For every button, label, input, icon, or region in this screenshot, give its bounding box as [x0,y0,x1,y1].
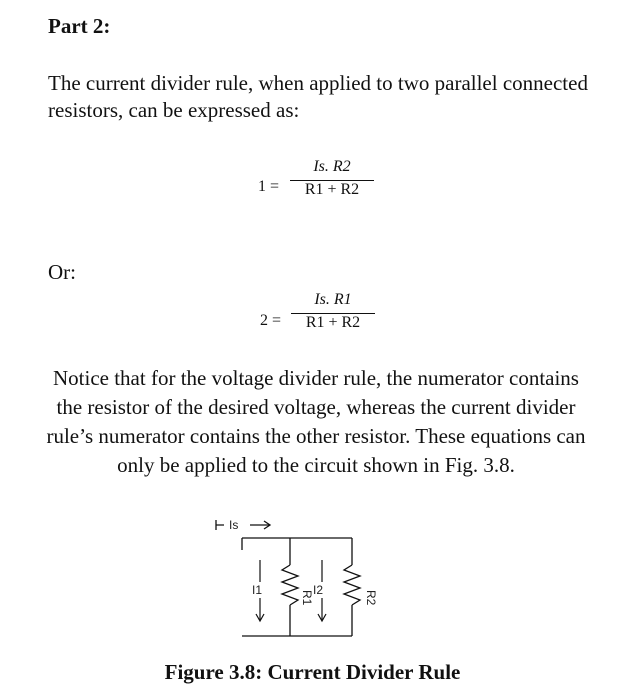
source-current-label: Is [229,518,239,532]
equation-1-denominator: R1 + R2 [304,181,360,198]
or-label: Or: [48,260,76,284]
current-divider-circuit [210,510,410,650]
resistor-r1 [282,565,298,605]
equation-2-lhs: 2 = [260,312,282,329]
notice-paragraph: Notice that for the voltage divider rule, the numerator contains the resistor of the desired voltage, whereas the current divider rule’s numerator contains the other resistor. These equations can only be applied to the circuit shown in Fig. 3.8. [46,366,586,477]
equation-2-numerator: Is. R1 [314,291,352,308]
intro-paragraph: The current divider rule, when applied to two parallel connected resistors, can be expressed as: [48,71,588,122]
equation-2-denominator: R1 + R2 [305,314,361,331]
branch-current-1-label: I1 [252,583,263,597]
branch-current-2-label: I2 [313,583,324,597]
section-heading: Part 2: [48,14,111,38]
equation-1-lhs: 1 = [258,178,280,195]
resistor-1-label: R1 [300,590,314,606]
figure-caption: Figure 3.8: Current Divider Rule [164,660,461,684]
resistor-2-label: R2 [364,590,378,606]
resistor-r2 [344,565,360,605]
equation-1-numerator: Is. R2 [313,158,351,175]
